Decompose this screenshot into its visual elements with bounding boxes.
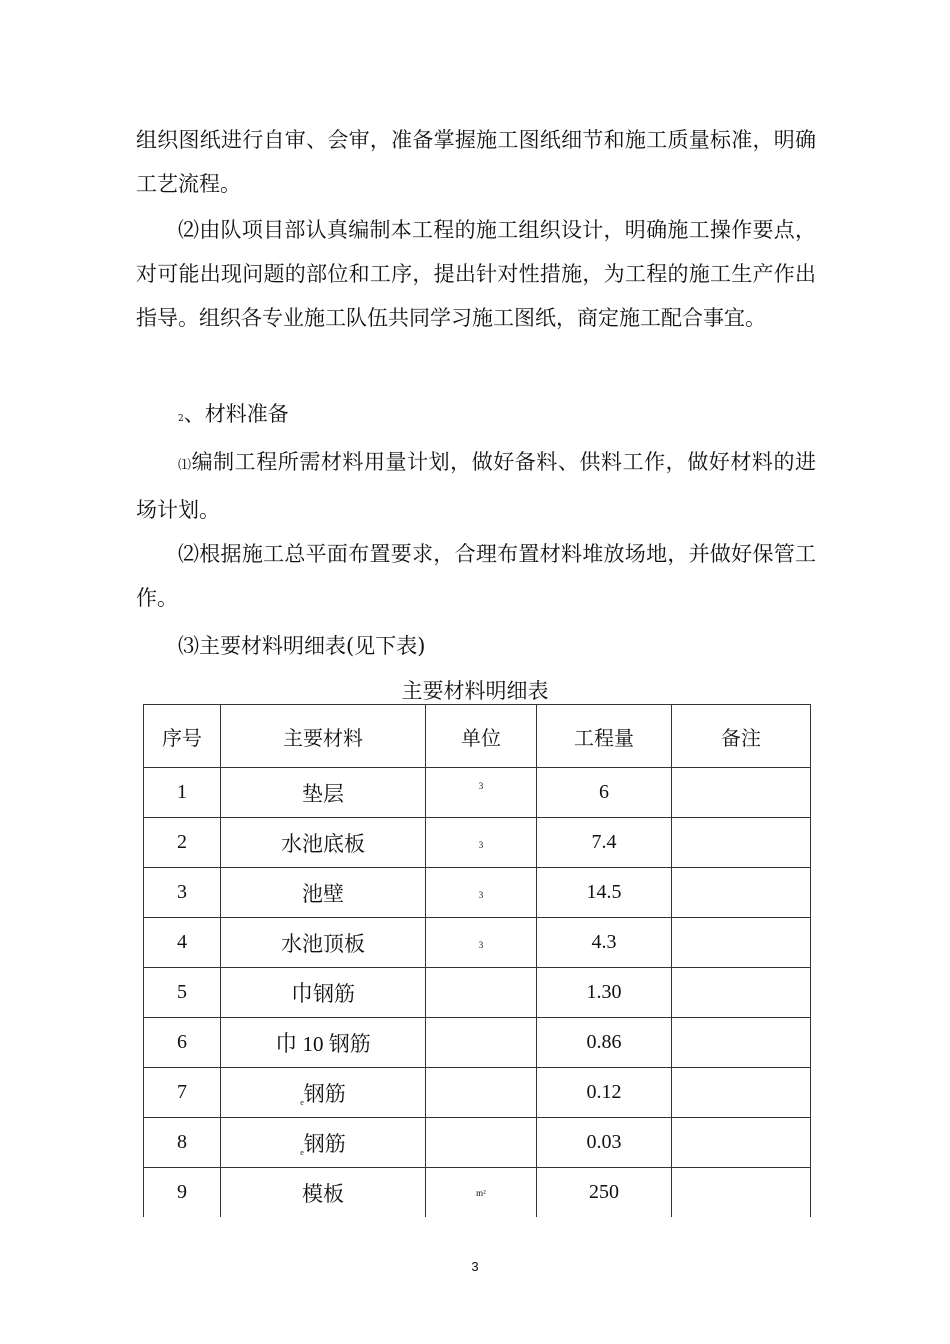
cell-quantity: 7.4 (537, 818, 672, 868)
cell-material: 模板 (221, 1168, 426, 1218)
cell-material (221, 968, 426, 1018)
item-number: ⑴ (178, 458, 192, 473)
cell-material (221, 1068, 426, 1118)
cell-unit (426, 1118, 537, 1168)
cell-material (221, 1018, 426, 1068)
rebar-symbol: 巾 (275, 1031, 298, 1056)
paragraph-4 (136, 440, 816, 532)
header-cell-material: 主要材料 (221, 705, 426, 768)
header-cell-unit: 单位 (426, 705, 537, 768)
rebar-symbol: e (300, 1097, 304, 1107)
cell-material: 水池顶板 (221, 918, 426, 968)
material-text: 钢筋 (303, 1131, 346, 1156)
cell-material: 池壁 (221, 868, 426, 918)
cell-unit (426, 968, 537, 1018)
cell-quantity: 1.30 (537, 968, 672, 1018)
cell-material: 垫层 (221, 768, 426, 818)
table-row (144, 1118, 811, 1168)
cell-quantity: 250 (537, 1168, 672, 1218)
materials-table (143, 704, 811, 1217)
table-row (144, 918, 811, 968)
cell-unit (426, 918, 537, 968)
rebar-symbol: 巾 (290, 981, 313, 1006)
cell-unit (426, 768, 537, 818)
cell-quantity: 4.3 (537, 918, 672, 968)
table-header-row (144, 705, 811, 768)
cell-note (672, 1118, 811, 1168)
header-cell-quantity: 工程量 (537, 705, 672, 768)
material-text: 10 钢筋 (302, 1032, 371, 1056)
table-row (144, 1018, 811, 1068)
rebar-symbol: e (300, 1147, 304, 1157)
cell-note (672, 818, 811, 868)
unit-text: 3 (478, 840, 484, 850)
cell-no: 1 (144, 768, 221, 818)
section-number: 2 (178, 414, 184, 424)
cell-material: 水池底板 (221, 818, 426, 868)
table-row (144, 768, 811, 818)
cell-quantity: 14.5 (537, 868, 672, 918)
unit-text: 3 (478, 781, 484, 791)
cell-note (672, 968, 811, 1018)
table-caption: 主要材料明细表 (401, 679, 549, 703)
cell-no: 9 (144, 1168, 221, 1218)
section-heading-materials (178, 392, 858, 441)
cell-unit (426, 1018, 537, 1068)
paragraph-6: ⑶主要材料明细表(见下表) (178, 634, 426, 658)
cell-quantity: 0.12 (537, 1068, 672, 1118)
cell-no: 7 (144, 1068, 221, 1118)
page-number: 3 (471, 1259, 479, 1274)
paragraph-1: 组织图纸进行自审、会审，准备掌握施工图纸细节和施工质量标准，明确工艺流程。 (136, 128, 816, 196)
cell-no: 3 (144, 868, 221, 918)
section-title: 、材料准备 (183, 402, 289, 426)
cell-no: 8 (144, 1118, 221, 1168)
cell-note (672, 1168, 811, 1218)
table-row (144, 868, 811, 918)
table-row (144, 1068, 811, 1118)
cell-note (672, 1018, 811, 1068)
cell-unit (426, 868, 537, 918)
unit-text: 3 (478, 890, 484, 900)
table-row (144, 1168, 811, 1218)
cell-material (221, 1118, 426, 1168)
cell-unit (426, 1068, 537, 1118)
paragraph-2: ⑵由队项目部认真编制本工程的施工组织设计，明确施工操作要点，对可能出现问题的部位和工序，提出针对性措施，为工程的施工生产作出指导。组织各专业施工队伍共同学习施工图纸，商定施工配合事宜。 (136, 218, 816, 330)
cell-no: 6 (144, 1018, 221, 1068)
cell-note (672, 868, 811, 918)
cell-note (672, 918, 811, 968)
header-cell-note: 备注 (672, 705, 811, 768)
table-row (144, 818, 811, 868)
paragraph-5: ⑵根据施工总平面布置要求，合理布置材料堆放场地，并做好保管工作。 (136, 542, 816, 610)
cell-unit (426, 818, 537, 868)
cell-no: 5 (144, 968, 221, 1018)
cell-quantity: 0.03 (537, 1118, 672, 1168)
unit-text: m² (476, 1188, 486, 1198)
cell-no: 4 (144, 918, 221, 968)
material-text: 钢筋 (313, 982, 355, 1006)
cell-quantity: 6 (537, 768, 672, 818)
material-text: 钢筋 (303, 1081, 346, 1106)
cell-note (672, 1068, 811, 1118)
cell-note (672, 768, 811, 818)
cell-no: 2 (144, 818, 221, 868)
table-row (144, 968, 811, 1018)
cell-quantity: 0.86 (537, 1018, 672, 1068)
header-cell-no: 序号 (144, 705, 221, 768)
cell-unit (426, 1168, 537, 1218)
unit-text: 3 (478, 940, 484, 950)
paragraph-4-text: 编制工程所需材料用量计划，做好备料、供料工作，做好材料的进场计划。 (136, 450, 816, 522)
